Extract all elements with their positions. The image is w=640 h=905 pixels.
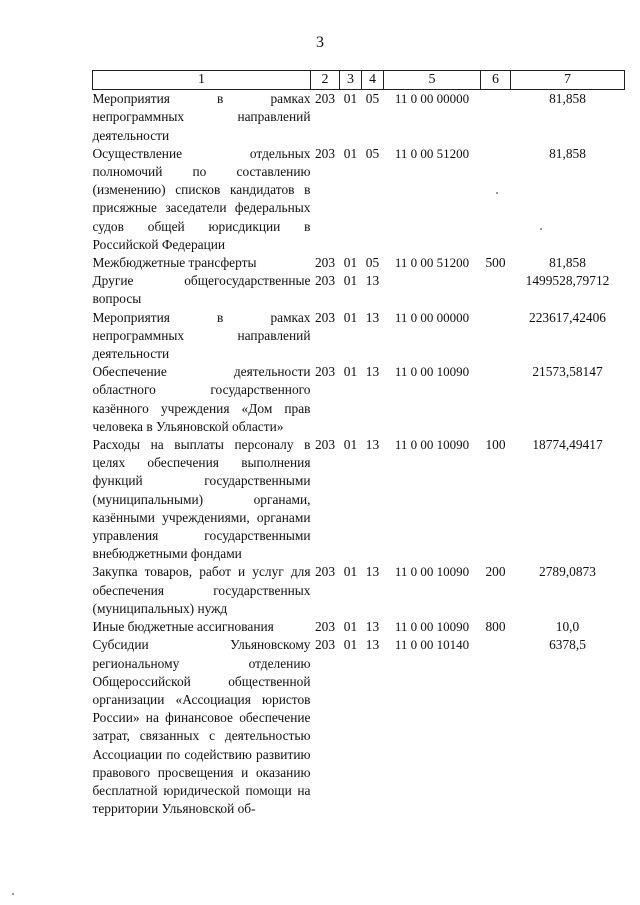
- row-name: Иные бюджетные ассигнования: [92, 619, 274, 635]
- column-header-expense-type: 6: [481, 71, 511, 90]
- row-name: Субсидии Ульяновскому региональному отделению Общероссийской общественной организации «Ассоциация юристов России» на финансовое обеспечение затрат, связанных с деятельностью Ассоциации по содействию развитию правового просвещения и оказанию бесплатной юридической помощи на территории Ульяновской об-: [92, 637, 311, 817]
- row-admin-code: 203: [314, 273, 336, 289]
- row-target-code: 11 0 00 00000: [394, 309, 470, 325]
- page-number: 3: [316, 34, 324, 51]
- scan-speck: [540, 228, 542, 230]
- row-section-code: 01: [343, 364, 358, 380]
- row-name: Другие общегосударственные вопросы: [92, 273, 311, 307]
- row-target-code: 11 0 00 10140: [394, 637, 470, 653]
- table-row: [93, 436, 625, 563]
- row-admin-code: 203: [314, 255, 336, 271]
- row-section-code: 01: [343, 273, 358, 289]
- column-header-target: 5: [384, 71, 481, 90]
- row-target-code: 11 0 00 10090: [394, 437, 470, 453]
- column-header-amount: 7: [511, 71, 625, 90]
- scan-speck: [496, 192, 498, 194]
- row-admin-code: 203: [314, 364, 336, 380]
- row-section-code: 01: [343, 564, 358, 580]
- row-name: Мероприятия в рамках непрограммных направлений деятельности: [92, 309, 311, 362]
- table-row: [93, 90, 625, 145]
- row-expense-type: [481, 363, 511, 436]
- table-row: [93, 254, 625, 272]
- table-row: [93, 618, 625, 636]
- row-subsection-code: 05: [365, 255, 380, 271]
- table-row: [93, 636, 625, 818]
- row-target-code: 11 0 00 10090: [394, 564, 470, 580]
- row-subsection-code: 05: [365, 91, 380, 107]
- table-row: [93, 363, 625, 436]
- table-header-row: [93, 71, 625, 90]
- column-header-subsection: 4: [362, 71, 384, 90]
- row-name: Закупка товаров, работ и услуг для обеспечения государственных (муниципальных) нужд: [92, 564, 311, 616]
- row-amount: 10,0: [555, 619, 580, 635]
- row-amount: 2789,0873: [539, 564, 596, 580]
- row-target-code: 11 0 00 00000: [394, 91, 470, 107]
- row-expense-type: [481, 272, 511, 308]
- row-name: Межбюджетные трансферты: [92, 255, 257, 271]
- row-admin-code: 203: [314, 437, 336, 453]
- row-target-code: [384, 272, 481, 308]
- row-section-code: 01: [343, 91, 358, 107]
- row-subsection-code: 13: [365, 564, 380, 580]
- row-name: Обеспечение деятельности областного государственного казённого учреждения «Дом прав человека в Ульяновской области»: [92, 364, 311, 434]
- row-target-code: 11 0 00 51200: [394, 255, 470, 271]
- row-amount: 81,858: [549, 91, 586, 107]
- row-subsection-code: 13: [365, 364, 380, 380]
- column-header-name: 1: [93, 71, 311, 90]
- row-target-code: 11 0 00 10090: [394, 364, 470, 380]
- row-subsection-code: 13: [365, 437, 380, 453]
- row-amount: 18774,49417: [532, 437, 603, 453]
- row-expense-type: 500: [485, 255, 506, 271]
- row-subsection-code: 13: [365, 619, 380, 635]
- row-admin-code: 203: [314, 564, 336, 580]
- row-target-code: 11 0 00 51200: [394, 145, 470, 161]
- row-expense-type: [481, 636, 511, 818]
- row-subsection-code: 05: [365, 145, 380, 161]
- row-expense-type: 100: [485, 437, 506, 453]
- row-section-code: 01: [343, 145, 358, 161]
- row-amount: 81,858: [549, 255, 586, 271]
- row-section-code: 01: [343, 309, 358, 325]
- table-row: [93, 563, 625, 618]
- row-expense-type: 800: [485, 619, 506, 635]
- row-admin-code: 203: [314, 145, 336, 161]
- row-amount: 6378,5: [549, 637, 586, 653]
- row-name: Мероприятия в рамках непрограммных направлений деятельности: [92, 91, 311, 143]
- row-section-code: 01: [343, 255, 358, 271]
- row-section-code: 01: [343, 637, 358, 653]
- row-section-code: 01: [343, 437, 358, 453]
- column-header-admin: 2: [311, 71, 340, 90]
- row-amount: 1499528,79712: [525, 273, 610, 289]
- row-section-code: 01: [343, 619, 358, 635]
- row-name: Осуществление отдельных полномочий по составлению (изменению) списков кандидатов в присяжные заседатели федеральных судов общей юрисдикции в Российской Федерации: [92, 145, 311, 252]
- row-subsection-code: 13: [365, 309, 380, 325]
- row-expense-type: [481, 309, 511, 364]
- row-subsection-code: 13: [365, 637, 380, 653]
- row-admin-code: 203: [314, 637, 336, 653]
- row-admin-code: 203: [314, 619, 336, 635]
- row-amount: 81,858: [549, 145, 586, 161]
- row-expense-type: [481, 145, 511, 254]
- scan-speck: [12, 893, 14, 895]
- row-expense-type: 200: [485, 564, 506, 580]
- row-amount: 223617,42406: [529, 309, 606, 325]
- column-header-section: 3: [340, 71, 362, 90]
- row-admin-code: 203: [314, 309, 336, 325]
- row-subsection-code: 13: [365, 273, 380, 289]
- budget-table: [92, 70, 625, 818]
- row-expense-type: [481, 90, 511, 145]
- table-row: [93, 309, 625, 364]
- table-row: [93, 272, 625, 308]
- table-row: [93, 145, 625, 254]
- row-admin-code: 203: [314, 91, 336, 107]
- row-target-code: 11 0 00 10090: [394, 619, 470, 635]
- row-amount: 21573,58147: [532, 364, 603, 380]
- row-name: Расходы на выплаты персоналу в целях обеспечения выполнения функций государственными (муниципальными) органами, казёнными учреждениями, органами управления государственными внебюджетными фондами: [92, 437, 311, 562]
